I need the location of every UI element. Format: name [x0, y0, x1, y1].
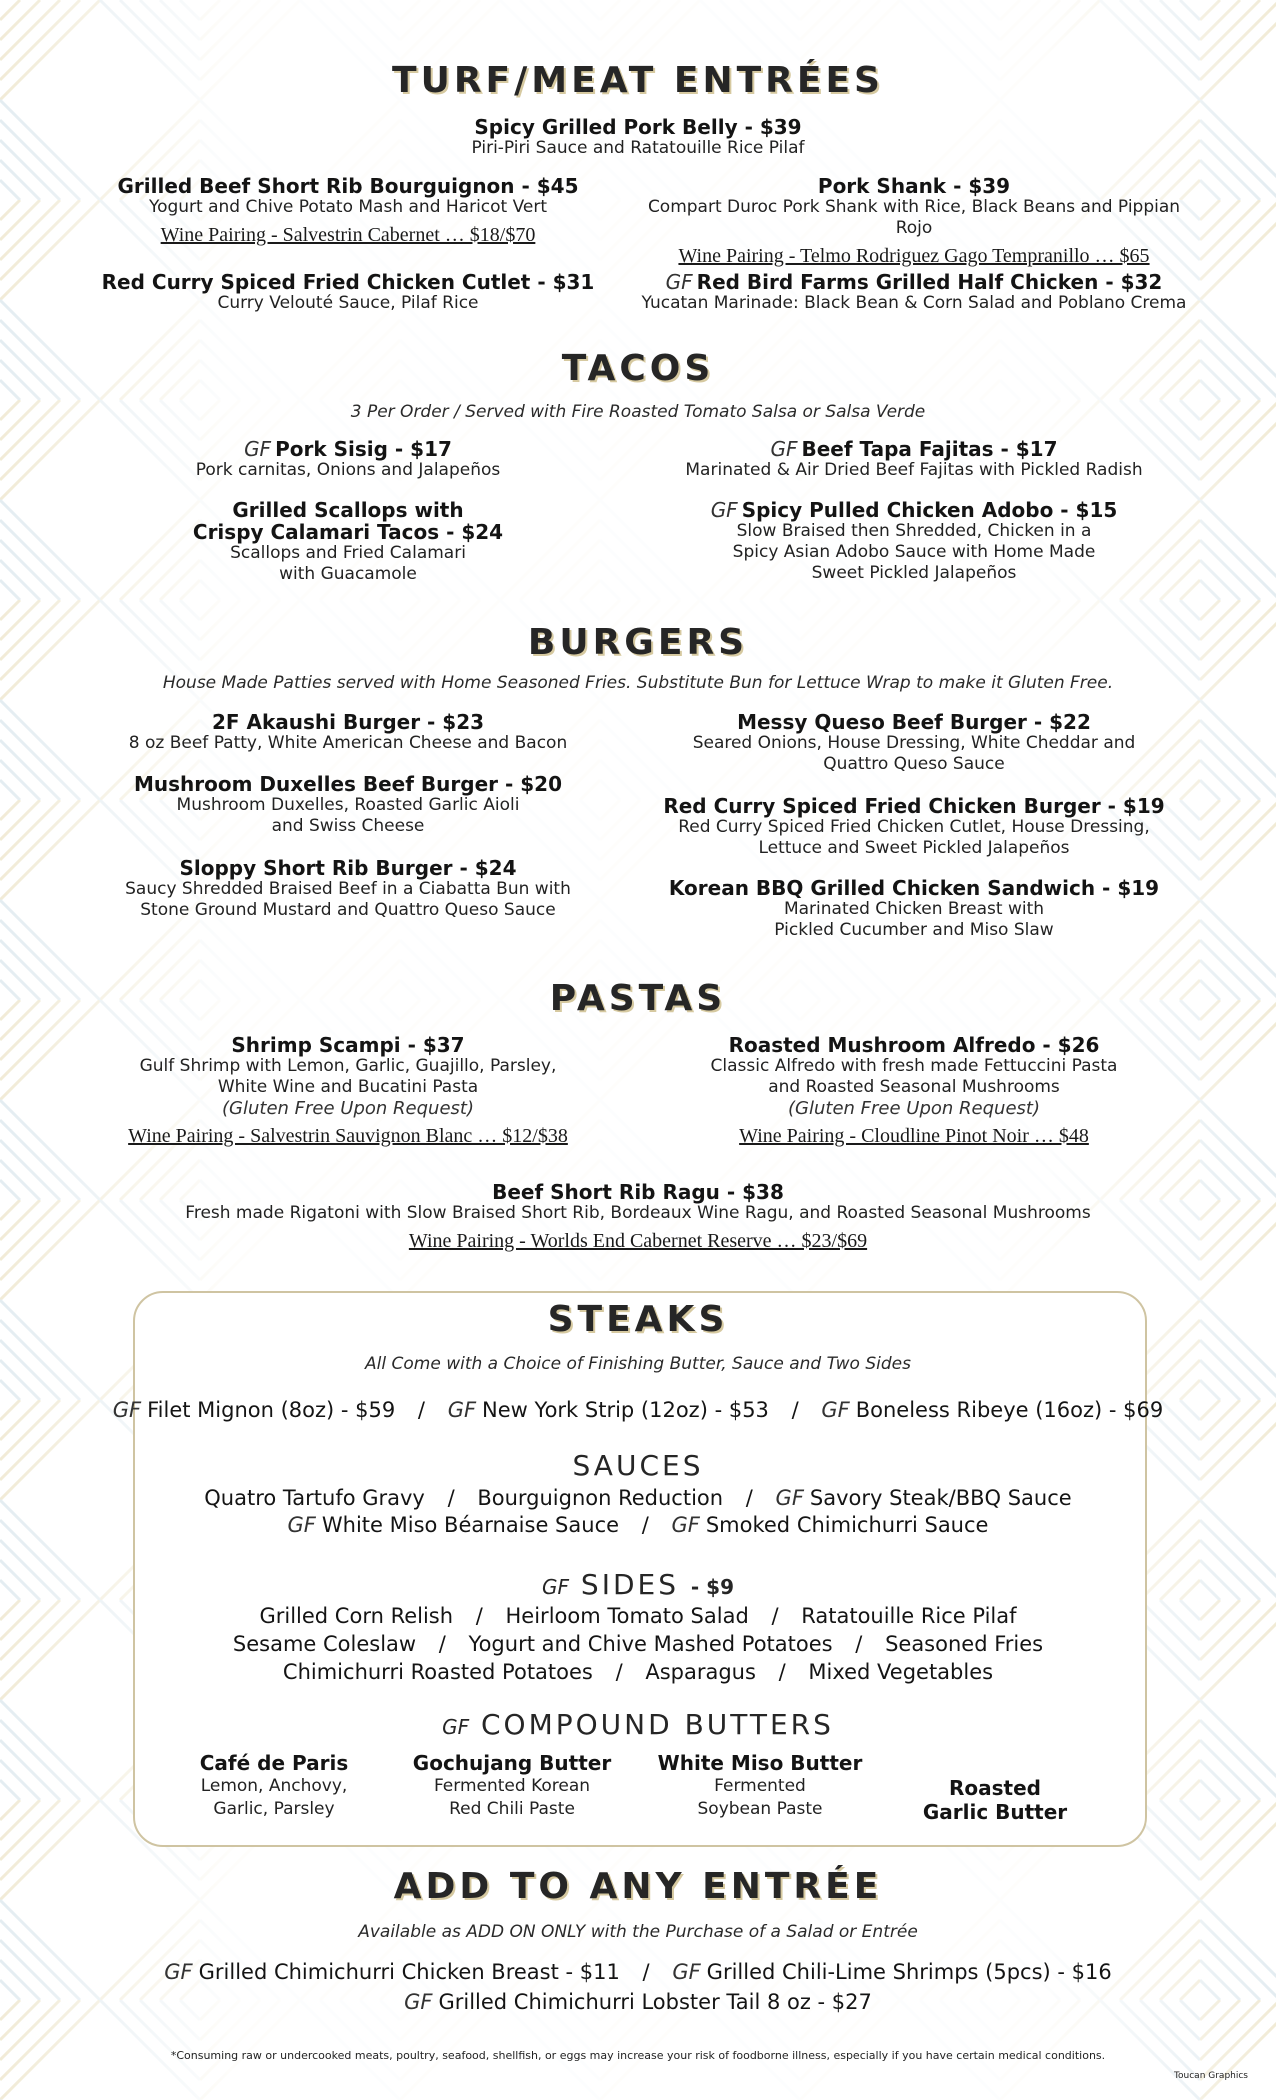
item-desc: Piri-Piri Sauce and Ratatouille Rice Pilaf: [471, 138, 805, 158]
gluten-free-option: (Gluten Free Upon Request): [788, 1098, 1040, 1119]
item-desc-line1: Saucy Shredded Braised Beef in a Ciabatta Bun with: [125, 879, 571, 899]
gluten-free-tag: GF: [821, 1398, 850, 1422]
sides-row-2: [0, 1630, 1276, 1658]
side-item: Mixed Vegetables: [808, 1660, 994, 1684]
item-desc-line2: Quattro Queso Sauce: [823, 754, 1005, 774]
item-name: Beef Short Rib Ragu - $38: [492, 1180, 784, 1204]
sauces-title: SAUCES: [572, 1449, 704, 1482]
butter-name: Café de Paris: [199, 1751, 349, 1775]
item-name: Sloppy Short Rib Burger - $24: [179, 856, 517, 880]
side-item: Grilled Corn Relish: [259, 1604, 454, 1628]
separator: /: [642, 1960, 650, 1984]
item-desc-line1: Gulf Shrimp with Lemon, Garlic, Guajillo, Parsley,: [139, 1056, 557, 1076]
wine-pairing: Wine Pairing - Cloudline Pinot Noir … $48: [739, 1125, 1089, 1147]
item-name: Messy Queso Beef Burger - $22: [737, 710, 1091, 734]
sides-price: - $9: [690, 1575, 734, 1599]
item-desc: Fresh made Rigatoni with Slow Braised Short Rib, Bordeaux Wine Ragu, and Roasted Seasonal Mushrooms: [185, 1203, 1091, 1223]
butter-name-line1: Roasted: [949, 1776, 1041, 1800]
menu-item-akaushi-burger: [68, 711, 628, 754]
menu-item-short-rib-ragu: [120, 1181, 1156, 1254]
butter-desc-line2: Red Chili Paste: [449, 1799, 575, 1819]
menu-item-mushroom-alfredo: [634, 1034, 1194, 1149]
menu-item-pork-belly: [120, 116, 1156, 159]
item-name-line1: Grilled Scallops with: [232, 498, 464, 522]
gluten-free-tag: GF: [775, 1486, 804, 1510]
item-desc-line1: Red Curry Spiced Fried Chicken Cutlet, House Dressing,: [678, 817, 1150, 837]
gluten-free-tag: GF: [442, 1715, 470, 1739]
butter-desc-line2: Soybean Paste: [697, 1799, 823, 1819]
item-name: Pork Shank - $39: [817, 174, 1011, 198]
gluten-free-tag: GF: [671, 1513, 700, 1537]
item-desc: Compart Duroc Pork Shank with Rice, Black Beans and Pippian Rojo: [647, 197, 1181, 238]
wine-pairing: Wine Pairing - Salvestrin Sauvignon Blanc … $12/$38: [128, 1125, 568, 1147]
sauce-item: Savory Steak/BBQ Sauce: [809, 1486, 1072, 1510]
item-desc: Yucatan Marinade: Black Bean & Corn Salad and Poblano Crema: [641, 293, 1187, 313]
item-name: Roasted Mushroom Alfredo - $26: [728, 1033, 1100, 1057]
item-name: Red Bird Farms Grilled Half Chicken - $32: [696, 270, 1163, 294]
sauce-item: Smoked Chimichurri Sauce: [705, 1513, 989, 1537]
item-name: Spicy Pulled Chicken Adobo - $15: [741, 498, 1118, 522]
gluten-free-tag: GF: [710, 498, 738, 522]
burgers-note: House Made Patties served with Home Seasoned Fries. Substitute Bun for Lettuce Wrap to make it Gluten Free.: [162, 673, 1114, 693]
item-desc-line1: Seared Onions, House Dressing, White Cheddar and: [692, 733, 1136, 753]
wine-pairing: Wine Pairing - Telmo Rodriguez Gago Tempranillo … $65: [678, 245, 1150, 267]
butter-desc-line1: Fermented Korean: [433, 1776, 591, 1796]
menu-item-half-chicken: [634, 271, 1194, 314]
butter-roasted-garlic: [885, 1776, 1105, 1824]
burgers-section-title: BURGERS: [527, 622, 749, 663]
addon-shrimps: Grilled Chili-Lime Shrimps (5pcs) - $16: [706, 1960, 1112, 1984]
sauce-item: Bourguignon Reduction: [477, 1486, 724, 1510]
separator: /: [475, 1604, 483, 1628]
separator: /: [778, 1660, 786, 1684]
steak-cut-ribeye: Boneless Ribeye (16oz) - $69: [855, 1398, 1164, 1422]
side-item: Asparagus: [645, 1660, 756, 1684]
menu-item-beef-tapa: [634, 438, 1194, 481]
addon-chicken: Grilled Chimichurri Chicken Breast - $11: [198, 1960, 620, 1984]
side-item: Ratatouille Rice Pilaf: [801, 1604, 1017, 1628]
sauces-row-1: [0, 1484, 1276, 1512]
addons-row-1: [0, 1958, 1276, 1986]
item-desc-line2: Stone Ground Mustard and Quattro Queso Sauce: [140, 900, 556, 920]
designer-credit: Toucan Graphics: [1174, 2071, 1248, 2081]
item-desc-line3: Sweet Pickled Jalapeños: [811, 563, 1017, 583]
item-name: Beef Tapa Fajitas - $17: [801, 437, 1058, 461]
item-name: Red Curry Spiced Fried Chicken Cutlet - $31: [101, 270, 595, 294]
butter-name: White Miso Butter: [657, 1751, 863, 1775]
item-name: Pork Sisig - $17: [275, 437, 452, 461]
separator: /: [855, 1632, 863, 1656]
item-name: Spicy Grilled Pork Belly - $39: [474, 115, 802, 139]
item-desc-line2: and Swiss Cheese: [271, 816, 425, 836]
item-desc-line2: White Wine and Bucatini Pasta: [217, 1077, 479, 1097]
butter-desc-line1: Fermented: [714, 1776, 806, 1796]
item-desc: Marinated & Air Dried Beef Fajitas with Pickled Radish: [685, 460, 1143, 480]
separator: /: [417, 1398, 425, 1422]
side-item: Seasoned Fries: [885, 1632, 1044, 1656]
separator: /: [771, 1604, 779, 1628]
sides-row-3: [0, 1658, 1276, 1686]
item-name-line2: Crispy Calamari Tacos - $24: [192, 520, 504, 544]
menu-item-shrimp-scampi: [68, 1034, 628, 1149]
addons-row-2: [0, 1988, 1276, 2016]
food-safety-disclaimer: *Consuming raw or undercooked meats, poultry, seafood, shellfish, or eggs may increase your risk of foodborne illness, especially if you have certain medical conditions.: [170, 2049, 1106, 2062]
item-desc-line1: Mushroom Duxelles, Roasted Garlic Aioli: [176, 795, 520, 815]
side-item: Yogurt and Chive Mashed Potatoes: [468, 1632, 833, 1656]
item-desc-line2: and Roasted Seasonal Mushrooms: [768, 1077, 1060, 1097]
separator: /: [447, 1486, 455, 1510]
item-desc: Pork carnitas, Onions and Jalapeños: [195, 460, 501, 480]
side-item: Chimichurri Roasted Potatoes: [282, 1660, 593, 1684]
sides-row-1: [0, 1602, 1276, 1630]
item-desc-line2: Spicy Asian Adobo Sauce with Home Made: [732, 542, 1096, 562]
gluten-free-tag: GF: [665, 270, 693, 294]
butter-desc-line1: Lemon, Anchovy,: [200, 1776, 348, 1796]
item-desc: Yogurt and Chive Potato Mash and Haricot Vert: [148, 197, 548, 217]
butter-white-miso: [650, 1751, 870, 1821]
item-desc-line1: Classic Alfredo with fresh made Fettuccini Pasta: [710, 1056, 1118, 1076]
menu-item-pork-shank: [634, 175, 1194, 269]
compound-butters-label: COMPOUND BUTTERS: [481, 1708, 834, 1741]
item-desc-line2: with Guacamole: [279, 564, 417, 584]
menu-item-scallops-calamari: [68, 499, 628, 585]
butter-name-line2: Garlic Butter: [922, 1800, 1068, 1824]
item-desc: Curry Velouté Sauce, Pilaf Rice: [217, 293, 479, 313]
addons-section-title: ADD TO ANY ENTRÉE: [393, 1866, 883, 1907]
item-name: Mushroom Duxelles Beef Burger - $20: [134, 772, 562, 796]
item-name: 2F Akaushi Burger - $23: [211, 710, 485, 734]
item-desc-line1: Scallops and Fried Calamari: [230, 543, 466, 563]
menu-item-pork-sisig: [68, 438, 628, 481]
wine-pairing: Wine Pairing - Salvestrin Cabernet … $18/$70: [160, 224, 536, 246]
tacos-note: 3 Per Order / Served with Fire Roasted Tomato Salsa or Salsa Verde: [350, 402, 926, 422]
sauces-row-2: [0, 1511, 1276, 1539]
steak-cut-strip: New York Strip (12oz) - $53: [482, 1398, 769, 1422]
item-name: Red Curry Spiced Fried Chicken Burger - $19: [663, 794, 1165, 818]
butter-cafe-de-paris: [164, 1751, 384, 1821]
item-desc-line1: Slow Braised then Shredded, Chicken in a: [736, 521, 1092, 541]
separator: /: [615, 1660, 623, 1684]
menu-item-mushroom-duxelles-burger: [68, 773, 628, 837]
sauce-item: Quatro Tartufo Gravy: [204, 1486, 425, 1510]
sauce-item: White Miso Béarnaise Sauce: [321, 1513, 620, 1537]
menu-item-korean-bbq-sandwich: [634, 877, 1194, 941]
butter-name: Gochujang Butter: [412, 1751, 612, 1775]
item-desc-line1: 8 oz Beef Patty, White American Cheese and Bacon: [128, 733, 568, 753]
compound-butters-title: [0, 1708, 1276, 1741]
item-name: Grilled Beef Short Rib Bourguignon - $45: [117, 174, 579, 198]
gluten-free-tag: GF: [404, 1990, 433, 2014]
item-name: Shrimp Scampi - $37: [231, 1033, 465, 1057]
menu-item-messy-queso-burger: [634, 711, 1194, 775]
item-name: Korean BBQ Grilled Chicken Sandwich - $19: [668, 876, 1160, 900]
menu-item-sloppy-short-rib-burger: [68, 857, 628, 921]
gluten-free-tag: GF: [287, 1513, 316, 1537]
steaks-note: All Come with a Choice of Finishing Butter, Sauce and Two Sides: [365, 1354, 911, 1374]
gluten-free-option: (Gluten Free Upon Request): [222, 1098, 474, 1119]
item-desc-line2: Pickled Cucumber and Miso Slaw: [774, 920, 1054, 940]
item-desc-line2: Lettuce and Sweet Pickled Jalapeños: [758, 838, 1070, 858]
side-item: Heirloom Tomato Salad: [505, 1604, 749, 1628]
gluten-free-tag: GF: [770, 437, 798, 461]
item-desc-line1: Marinated Chicken Breast with: [783, 899, 1045, 919]
addon-lobster: Grilled Chimichurri Lobster Tail 8 oz - $27: [438, 1990, 872, 2014]
turf-section-title: TURF/MEAT ENTRÉES: [392, 60, 884, 101]
pastas-section-title: PASTAS: [549, 978, 727, 1019]
separator: /: [745, 1486, 753, 1510]
steaks-section-title: STEAKS: [547, 1299, 729, 1340]
side-item: Sesame Coleslaw: [232, 1632, 417, 1656]
menu-item-red-curry-chicken-burger: [634, 795, 1194, 859]
steak-cut-filet: Filet Mignon (8oz) - $59: [147, 1398, 396, 1422]
butter-desc-line2: Garlic, Parsley: [213, 1799, 335, 1819]
sides-label: SIDES: [580, 1568, 679, 1601]
wine-pairing: Wine Pairing - Worlds End Cabernet Reserve … $23/$69: [408, 1230, 868, 1252]
gluten-free-tag: GF: [447, 1398, 477, 1422]
tacos-section-title: TACOS: [561, 348, 715, 389]
gluten-free-tag: GF: [542, 1575, 570, 1599]
sides-title: [0, 1568, 1276, 1601]
separator: /: [791, 1398, 799, 1422]
gluten-free-tag: GF: [112, 1398, 142, 1422]
addons-note: Available as ADD ON ONLY with the Purchase of a Salad or Entrée: [358, 1922, 918, 1942]
gluten-free-tag: GF: [164, 1960, 193, 1984]
menu-item-short-rib-bourguignon: [68, 175, 628, 248]
menu-item-chicken-cutlet: [68, 271, 628, 314]
gluten-free-tag: GF: [244, 437, 272, 461]
menu-item-chicken-adobo: [634, 499, 1194, 584]
gluten-free-tag: GF: [672, 1960, 701, 1984]
separator: /: [438, 1632, 446, 1656]
butter-gochujang: [402, 1751, 622, 1821]
separator: /: [641, 1513, 649, 1537]
steak-cuts-row: [0, 1396, 1276, 1424]
